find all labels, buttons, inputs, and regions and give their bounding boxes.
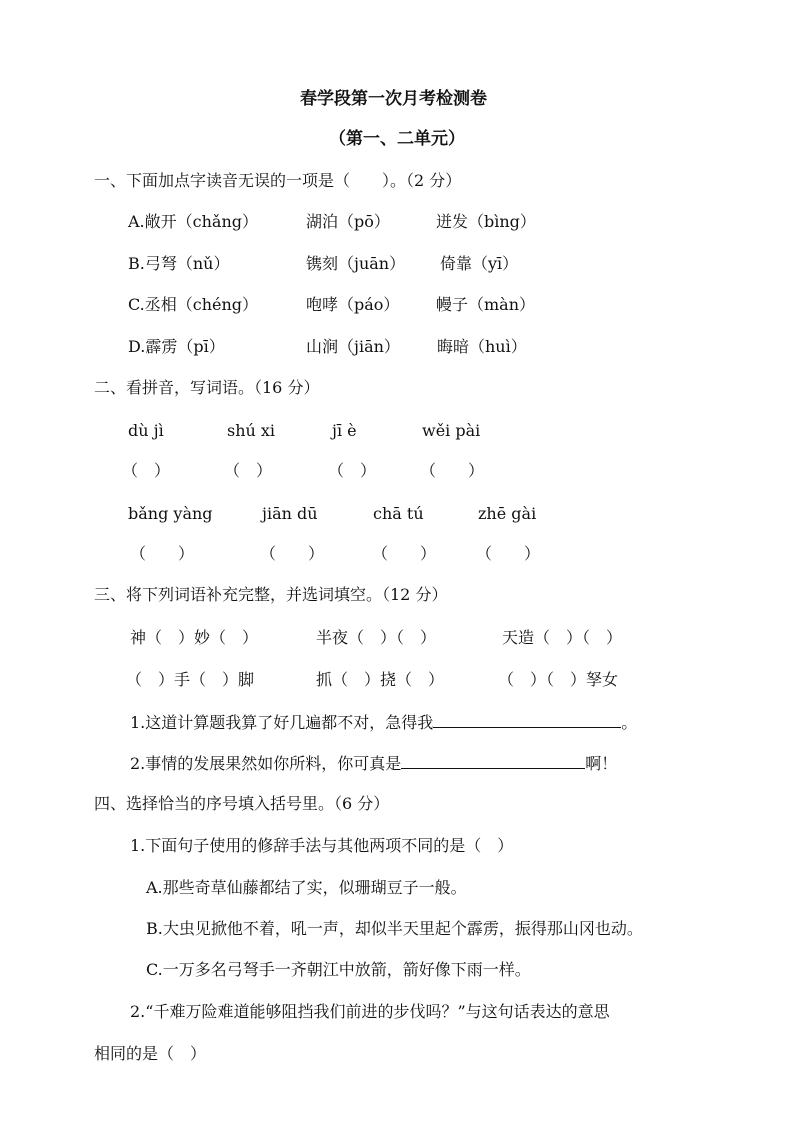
q2-pinyin-2: shú xi <box>227 421 276 440</box>
q1-option-a-1: A.敞开（chǎng） <box>128 212 258 231</box>
q3-sentence-1-text: 1.这道计算题我算了好几遍都不对，急得我 <box>130 713 434 732</box>
q2-answer-box-2[interactable]: （ ） <box>224 461 273 480</box>
q1-option-d-2: 山涧（jiān） <box>306 337 400 356</box>
q1-option-b-2: 镌刻（juān） <box>306 254 406 273</box>
q1-option-a-2: 湖泊（pō） <box>306 212 390 231</box>
q3-idiom-6[interactable]: （ ）（ ）孥女 <box>498 670 619 689</box>
q1-option-b-1: B.弓弩（nǔ） <box>128 254 230 273</box>
q2-answer-box-8[interactable]: （ ） <box>476 544 541 563</box>
q3-sentence-2 <box>130 751 617 775</box>
q4-sub2-line2: 相同的是（ ） <box>94 1044 207 1063</box>
q1-option-c-1: C.丞相（chéng） <box>128 295 259 314</box>
q3-sentence-2-text: 2.事情的发展果然如你所料，你可真是 <box>130 754 402 773</box>
q3-sentence-2-blank[interactable] <box>401 751 585 769</box>
q2-answer-box-3[interactable]: （ ） <box>328 461 377 480</box>
q4-sub1: 1.下面句子使用的修辞手法与其他两项不同的是（ ） <box>130 836 514 855</box>
q3-idiom-2[interactable]: 半夜（ ）（ ） <box>316 628 437 647</box>
q1-option-b-3: 倚靠（yī） <box>440 254 519 273</box>
q1-option-d-3: 晦暗（huì） <box>437 337 527 356</box>
q2-pinyin-4: wěi pài <box>422 421 481 440</box>
q2-answer-box-1[interactable]: （ ） <box>122 461 171 480</box>
q3-sentence-1 <box>130 710 637 734</box>
q2-pinyin-3: jī è <box>332 421 357 440</box>
q2-answer-box-7[interactable]: （ ） <box>372 544 437 563</box>
q4-stem: 四、选择恰当的序号填入括号里。（6 分） <box>94 794 390 813</box>
q2-pinyin-5: bǎng yàng <box>128 504 213 523</box>
q4-option-c: C.一万多名弓弩手一齐朝江中放箭，箭好像下雨一样。 <box>146 960 531 979</box>
q2-answer-box-5[interactable]: （ ） <box>130 544 195 563</box>
q4-option-b: B.大虫见掀他不着，吼一声，却似半天里起个霹雳，振得那山冈也动。 <box>146 919 643 938</box>
page-title: 春学段第一次月考检测卷 <box>300 89 487 109</box>
q2-answer-box-6[interactable]: （ ） <box>260 544 325 563</box>
q2-pinyin-6: jiān dū <box>262 504 318 523</box>
q1-option-c-3: 幔子（màn） <box>436 295 536 314</box>
q2-pinyin-8: zhē gài <box>478 504 537 523</box>
q3-idiom-1[interactable]: 神（ ）妙（ ） <box>130 628 259 647</box>
q2-pinyin-1: dù jì <box>128 421 164 440</box>
q2-stem: 二、看拼音，写词语。（16 分） <box>94 378 320 397</box>
q1-option-d-1: D.霹雳（pī） <box>128 337 225 356</box>
q2-answer-box-4[interactable]: （ ） <box>420 461 485 480</box>
q3-idiom-5[interactable]: 抓（ ）挠（ ） <box>316 670 445 689</box>
q3-sentence-2-end: 啊！ <box>585 754 618 773</box>
q3-stem: 三、将下列词语补充完整，并选词填空。（12 分） <box>94 585 448 604</box>
q1-option-c-2: 咆哮（páo） <box>306 295 400 314</box>
page-subtitle: （第一、二单元） <box>329 129 465 149</box>
q3-idiom-4[interactable]: （ ）手（ ）脚 <box>126 670 255 689</box>
q4-sub2-line1: 2.“千难万险难道能够阻挡我们前进的步伐吗？”与这句话表达的意思 <box>130 1002 610 1021</box>
q1-stem: 一、下面加点字读音无误的一项是（ ）。（2 分） <box>94 171 462 190</box>
q1-option-a-3: 迸发（bìng） <box>436 212 536 231</box>
q3-sentence-1-blank[interactable] <box>433 710 621 728</box>
q4-option-a: A.那些奇草仙藤都结了实，似珊瑚豆子一般。 <box>146 878 467 897</box>
q3-idiom-3[interactable]: 天造（ ）（ ） <box>502 628 623 647</box>
q3-sentence-1-end: 。 <box>621 713 638 732</box>
q2-pinyin-7: chā tú <box>373 504 424 523</box>
